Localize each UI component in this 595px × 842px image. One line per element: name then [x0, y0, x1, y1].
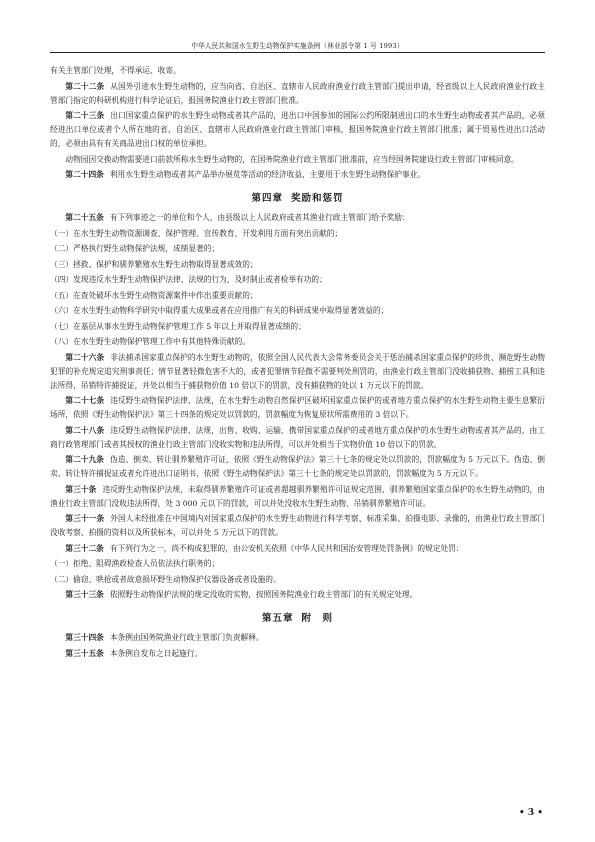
document-body [50, 64, 545, 662]
paragraph-text: 非法捕杀国家重点保护的水生野生动物的，依照全国人民代表大会常务委员会关于惩治捕杀国家重点保护的珍贵、濒危野生动物犯罪的补充规定追究刑事责任；情节显著轻微危害不大的，或者犯罪情节轻微不需要判处刑罚的，由渔业行政主管部门没收捕获物、捕捞工具和违法所得，吊销特许捕捉证，并处以相当于捕获物价值 10 倍以下的罚款，没有捕获物的处以 1 万元以下的罚款。 [50, 352, 545, 390]
paragraph [50, 424, 545, 452]
paragraph [50, 153, 545, 167]
article-number: 第三十二条 [65, 543, 104, 553]
paragraph-text: （二）严格执行野生动物保护法规，成绩显著的； [50, 244, 220, 253]
paragraph [50, 512, 545, 540]
chapter-title: 附 则 [301, 613, 334, 624]
paragraph-text: 有下列事迹之一的单位和个人，由县级以上人民政府或者其渔业行政主管部门给予奖励： [109, 213, 410, 222]
list-item [50, 573, 545, 587]
paragraph-text: （一）拒绝、阻碍渔政检查人员依法执行职务的； [50, 559, 220, 568]
paragraph-text: 依照野生动物保护法规的规定没收的实物，按照国务院渔业行政主管部门的有关规定处理。 [109, 590, 418, 599]
article-number: 第三十一条 [65, 514, 105, 523]
paragraph [50, 483, 545, 511]
paragraph-text: （二）偷窃、哄抢或者故意损坏野生动物保护仪器设备或者设施的。 [50, 574, 281, 584]
list-item [50, 320, 545, 334]
article-number: 第三十条 [65, 484, 97, 494]
list-item [50, 289, 545, 303]
article-number: 第二十四条 [65, 170, 104, 179]
list-item [50, 273, 545, 287]
chapter-heading [50, 610, 545, 624]
paragraph-text: （七）在基层从事水生野生动物保护管理工作 5 年以上并取得显著成绩的； [50, 321, 306, 331]
article-number: 第二十八条 [65, 425, 105, 435]
paragraph-text: 违反野生动物保护法律、法规，出售、收购、运输、携带国家重点保护的或者地方重点保护的水生野生动物或者其产品的，由工商行政管理部门或者其授权的渔业行政主管部门没收实物和违法所得，可以并处相当于实物价值 10 倍以下的罚款。 [50, 425, 545, 449]
paragraph [50, 168, 545, 182]
paragraph-text: 伪造、倒卖、转让驯养繁殖许可证，依照《野生动物保护法》第三十七条的规定处以罚款的，罚款幅度为 5 万元以下。伪造、倒卖、转让特许捕捉证或者允许进出口证明书，依照《野生动物保护法》第三十七条的规定处以罚款的，罚款幅度为 5 万元以下。 [50, 455, 545, 478]
chapter-heading [50, 190, 545, 204]
paragraph [50, 394, 545, 422]
paragraph [50, 631, 545, 645]
article-number: 第二十三条 [65, 111, 105, 120]
list-item [50, 304, 545, 318]
article-number: 第三十四条 [65, 633, 104, 642]
paragraph-text: 外国人未经批准在中国境内对国家重点保护的水生野生动物进行科学考察、标准采集、拍摄电影、录像的，由渔业行政主管部门没收考察、拍摄的资料以及所获标本，可以并处 5 万元以下的罚款。 [50, 514, 545, 537]
article-number: 第二十九条 [65, 455, 105, 464]
paragraph [50, 647, 545, 661]
paragraph-text: 违反野生动物保护法规，未取得驯养繁殖许可证或者超越驯养繁殖许可证规定范围，驯养繁殖国家重点保护的水生野生动物的，由渔业行政主管部门没收违法所得，处 3 000 元以下的罚款，可以并处没收水生野生动物、吊销驯养繁殖许可证。 [50, 484, 545, 508]
list-item [50, 258, 545, 272]
paragraph-text: 利用水生野生动物或者其产品举办展览等活动的经济收益，主要用于水生野生动物保护事业。 [109, 170, 426, 179]
paragraph [50, 351, 545, 393]
article-number: 第二十七条 [65, 396, 105, 405]
paragraph [50, 588, 545, 602]
list-item [50, 557, 545, 571]
list-item [50, 242, 545, 256]
paragraph [50, 453, 545, 481]
paragraph-text: 有下列行为之一，尚不构成犯罪的，由公安机关依照《中华人民共和国治安管理处罚条例》的规定处罚： [109, 543, 464, 553]
paragraph-text: 有关主管部门处理，不得承运、收寄。 [50, 66, 181, 75]
paragraph [50, 109, 545, 151]
article-number: 第二十二条 [65, 81, 105, 91]
paragraph-text: （五）在查处破坏水生野生动物资源案件中作出重要贡献的； [50, 290, 258, 300]
chapter-title: 奖励和惩罚 [291, 193, 344, 204]
paragraph-text: 动物园因交换动物需要进口前款所称水生野生动物的，在国务院渔业行政主管部门批准前，应当经国务院建设行政主管部门审核同意。 [65, 154, 519, 164]
paragraph [50, 80, 545, 108]
paragraph [50, 542, 545, 556]
paragraph [50, 64, 545, 78]
list-item [50, 335, 545, 349]
paragraph-text: 出口国家重点保护的水生野生动物或者其产品的，进出口中国参加的国际公约所限制进出口的水生野生动物或者其产品的，必须经进出口单位或者个人所在地的省、自治区、直辖市人民政府渔业行政主管部门审核，报国务院渔业行政主管部门批准；属于贸易性进出口活动的，必须由具有有关商品进出口权的单位承担。 [50, 111, 545, 148]
paragraph-text: （三）拯救、保护和驯养繁殖水生野生动物取得显著成效的； [50, 259, 258, 269]
paragraph-text: 从国外引进水生野生动物的，应当向省、自治区、直辖市人民政府渔业行政主管部门提出申请，经省级以上人民政府渔业行政主管部门指定的科研机构进行科学论证后，报国务院渔业行政主管部门批准。 [50, 81, 545, 105]
paragraph-text: （一）在水生野生动物资源调查、保护管理、宣传教育、开发利用方面有突出贡献的； [50, 228, 343, 238]
chapter-number: 第四章 [251, 193, 283, 204]
paragraph [50, 211, 545, 225]
list-item [50, 227, 545, 241]
page-number: • 3 • [518, 808, 543, 818]
chapter-number: 第五章 [261, 613, 294, 624]
article-number: 第三十三条 [65, 590, 104, 599]
header-rule [50, 52, 545, 53]
paragraph-text: 本条例由国务院渔业行政主管部门负责解释。 [109, 633, 264, 642]
article-number: 第三十五条 [65, 648, 104, 658]
paragraph-text: （八）在水生野生动物保护管理工作中有其他特殊贡献的。 [50, 337, 250, 346]
paragraph-text: （四）发现违反水生野生动物保护法律、法规的行为，及时制止或者检举有功的； [50, 275, 327, 284]
paragraph-text: （六）在水生野生动物科学研究中取得重大成果或者在应用推广有关的科研成果中取得显著效益的； [50, 306, 389, 315]
paragraph-text: 本条例自发布之日起施行。 [109, 648, 203, 658]
article-number: 第二十六条 [65, 352, 105, 362]
paragraph-text: 违反野生动物保护法律、法规，在水生野生动物自然保护区破坏国家重点保护的或者地方重点保护的水生野生动物主要生息繁衍场所，依照《野生动物保护法》第三十四条的规定处以罚款的，罚款幅度为恢复原状所需费用的 3 倍以下。 [50, 396, 545, 419]
running-header: 中华人民共和国水生野生动物保护实施条例（林业部令第 1 号 1993） [191, 42, 404, 50]
article-number: 第二十五条 [65, 213, 104, 222]
